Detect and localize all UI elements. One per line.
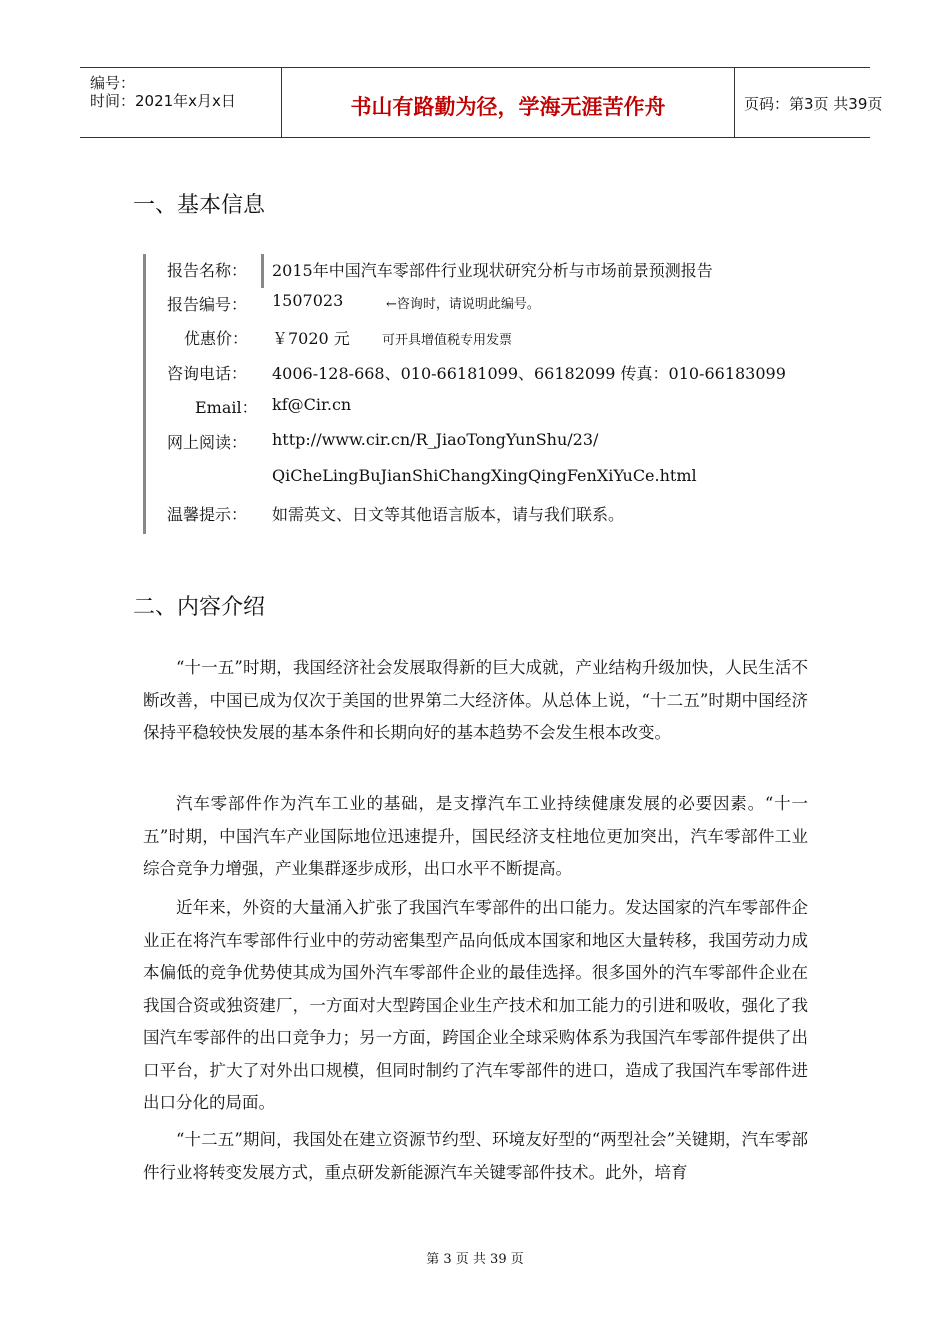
section-title-basic-info: 一、基本信息 bbox=[133, 193, 266, 218]
paragraph: “十二五”期间，我国处在建立资源节约型、环境友好型的“两型社会”关键期，汽车零部件行业将转变发展方式，重点研发新能源汽车关键零部件技术。此外，培育 bbox=[143, 1130, 808, 1182]
report-name-value: 2015年中国汽车零部件行业现状研究分析与市场前景预测报告 bbox=[272, 261, 713, 280]
phone-label: 咨询电话： bbox=[167, 364, 248, 383]
header-page-cell bbox=[735, 68, 883, 137]
phone-value: 4006-128-668、010-66181099、66182099 传真：010-66183099 bbox=[272, 364, 786, 383]
document-header bbox=[80, 67, 883, 138]
report-name-label: 报告名称： bbox=[167, 261, 248, 280]
header-motto-cell bbox=[282, 68, 735, 137]
info-block bbox=[143, 254, 846, 534]
tip-value: 如需英文、日文等其他语言版本，请与我们联系。 bbox=[272, 505, 625, 524]
report-no-value: 1507023 bbox=[272, 291, 344, 310]
time-label: 时间：2021年x月x日 bbox=[90, 92, 236, 110]
paragraph: 近年来，外资的大量涌入扩张了我国汽车零部件的出口能力。发达国家的汽车零部件企业正在将汽车零部件行业中的劳动密集型产品向低成本国家和地区大量转移，我国劳动力成本偏低的竞争优势使其成为国外汽车零部件企业的最佳选择。很多国外的汽车零部件企业在我国合资或独资建厂，一方面对大型跨国企业生产技术和加工能力的引进和吸收，强化了我国汽车零部件的出口竞争力；另一方面，跨国企业全球采购体系为我国汽车零部件提供了出口平台，扩大了对外出口规模，但同时制约了汽车零部件的进口，造成了我国汽车零部件进出口分化的局面。 bbox=[143, 898, 808, 1112]
report-no-label: 报告编号： bbox=[167, 295, 248, 314]
price-value: ￥7020 元 bbox=[272, 329, 350, 348]
info-divider bbox=[261, 254, 264, 288]
section-title-content: 二、内容介绍 bbox=[133, 595, 266, 620]
paragraph: “十一五”时期，我国经济社会发展取得新的巨大成就，产业结构升级加快，人民生活不断改善，中国已成为仅次于美国的世界第二大经济体。从总体上说，“十二五”时期中国经济保持平稳较快发展的基本条件和长期向好的基本趋势不会发生根本改变。 bbox=[143, 658, 808, 742]
report-no-note: ←咨询时，请说明此编号。 bbox=[386, 297, 540, 312]
online-link-line-1[interactable]: http://www.cir.cn/R_JiaoTongYunShu/23/ bbox=[272, 430, 599, 449]
page-info: 页码：第3页 共39页 bbox=[744, 95, 883, 113]
price-note: 可开具增值税专用发票 bbox=[382, 333, 513, 348]
motto: 书山有路勤为径，学海无涯苦作舟 bbox=[350, 95, 666, 119]
online-link-line-2[interactable]: QiCheLingBuJianShiChangXingQingFenXiYuCe.html bbox=[272, 466, 697, 485]
email-label: Email： bbox=[195, 398, 258, 417]
header-meta-cell bbox=[80, 68, 282, 137]
price-label: 优惠价： bbox=[184, 329, 249, 348]
page-footer: 第 3 页 共 39 页 bbox=[426, 1252, 524, 1267]
number-label: 编号： bbox=[90, 74, 136, 92]
online-label: 网上阅读： bbox=[167, 433, 248, 452]
paragraph: 汽车零部件作为汽车工业的基础，是支撑汽车工业持续健康发展的必要因素。“十一五”时期，中国汽车产业国际地位迅速提升，国民经济支柱地位更加突出，汽车零部件工业综合竞争力增强，产业集群逐步成形，出口水平不断提高。 bbox=[143, 794, 808, 878]
tip-label: 温馨提示： bbox=[167, 505, 248, 524]
email-value[interactable]: kf@Cir.cn bbox=[272, 395, 352, 414]
